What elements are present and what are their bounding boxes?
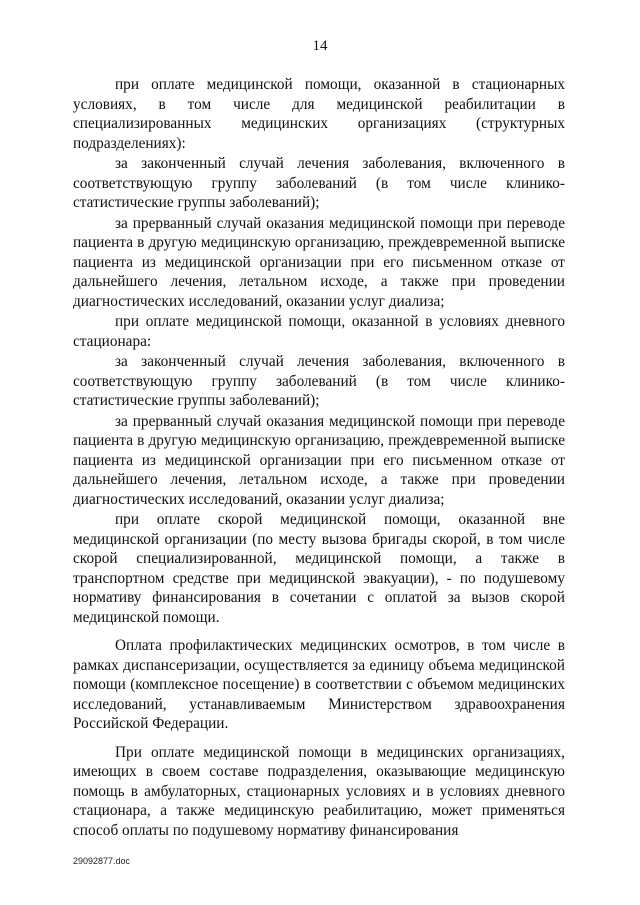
paragraph-interrupted-case-inpatient: за прерванный случай оказания медицинской помощи при переводе пациента в другую медицинскую организацию, преждевременной выписке пациента из медицинской организации при его письменном отказе от дальнейшего лечения, летальном исходе, а также при проведении диагностических исследований, оказании услуг диализа; [73,214,565,310]
document-filename: 29092877.doc [73,856,131,866]
page-number: 14 [312,38,328,54]
paragraph-combined-units-payment: При оплате медицинской помощи в медицинских организациях, имеющих в своем составе подразделения, оказывающие медицинскую помощь в амбулаторных, стационарных условиях и в условиях дневного стационара, а также медицинскую реабилитацию, может применяться способ оплаты по подушевому нормативу финансирования [73,743,565,839]
paragraph-interrupted-case-day-hospital: за прерванный случай оказания медицинской помощи при переводе пациента в другую медицинскую организацию, преждевременной выписке пациента из медицинской организации при его письменном отказе от дальнейшего лечения, летальном исходе, а также при проведении диагностических исследований, оказании услуг диализа; [73,412,565,508]
paragraph-ambulance-payment: при оплате скорой медицинской помощи, оказанной вне медицинской организации (по месту вызова бригады скорой, в том числе скорой специализированной, медицинской помощи, а также в транспортном средстве при медицинской эвакуации), - по подушевому нормативу финансирования в сочетании с оплатой за вызов скорой медицинской помощи. [73,511,565,626]
paragraph-preventive-exams: Оплата профилактических медицинских осмотров, в том числе в рамках диспансеризации, осуществляется за единицу объема медицинской помощи (комплексное посещение) в соответствии с объемом медицинских исследований, устанавливаемым Министерством здравоохранения Российской Федерации. [73,637,565,732]
paragraph-completed-case-day-hospital: за законченный случай лечения заболевания, включенного в соответствующую группу заболеваний (в том числе клинико-статистические группы заболеваний); [73,353,565,409]
paragraph-day-hospital-payment: при оплате медицинской помощи, оказанной в условиях дневного стационара: [73,313,565,350]
paragraph-inpatient-payment: при оплате медицинской помощи, оказанной в стационарных условиях, в том числе для медицинской реабилитации в специализированных медицинских организациях (структурных подразделениях): [73,76,565,152]
document-body [73,75,565,840]
paragraph-completed-case-inpatient: за законченный случай лечения заболевания, включенного в соответствующую группу заболеваний (в том числе клинико-статистические группы заболеваний); [73,155,565,211]
